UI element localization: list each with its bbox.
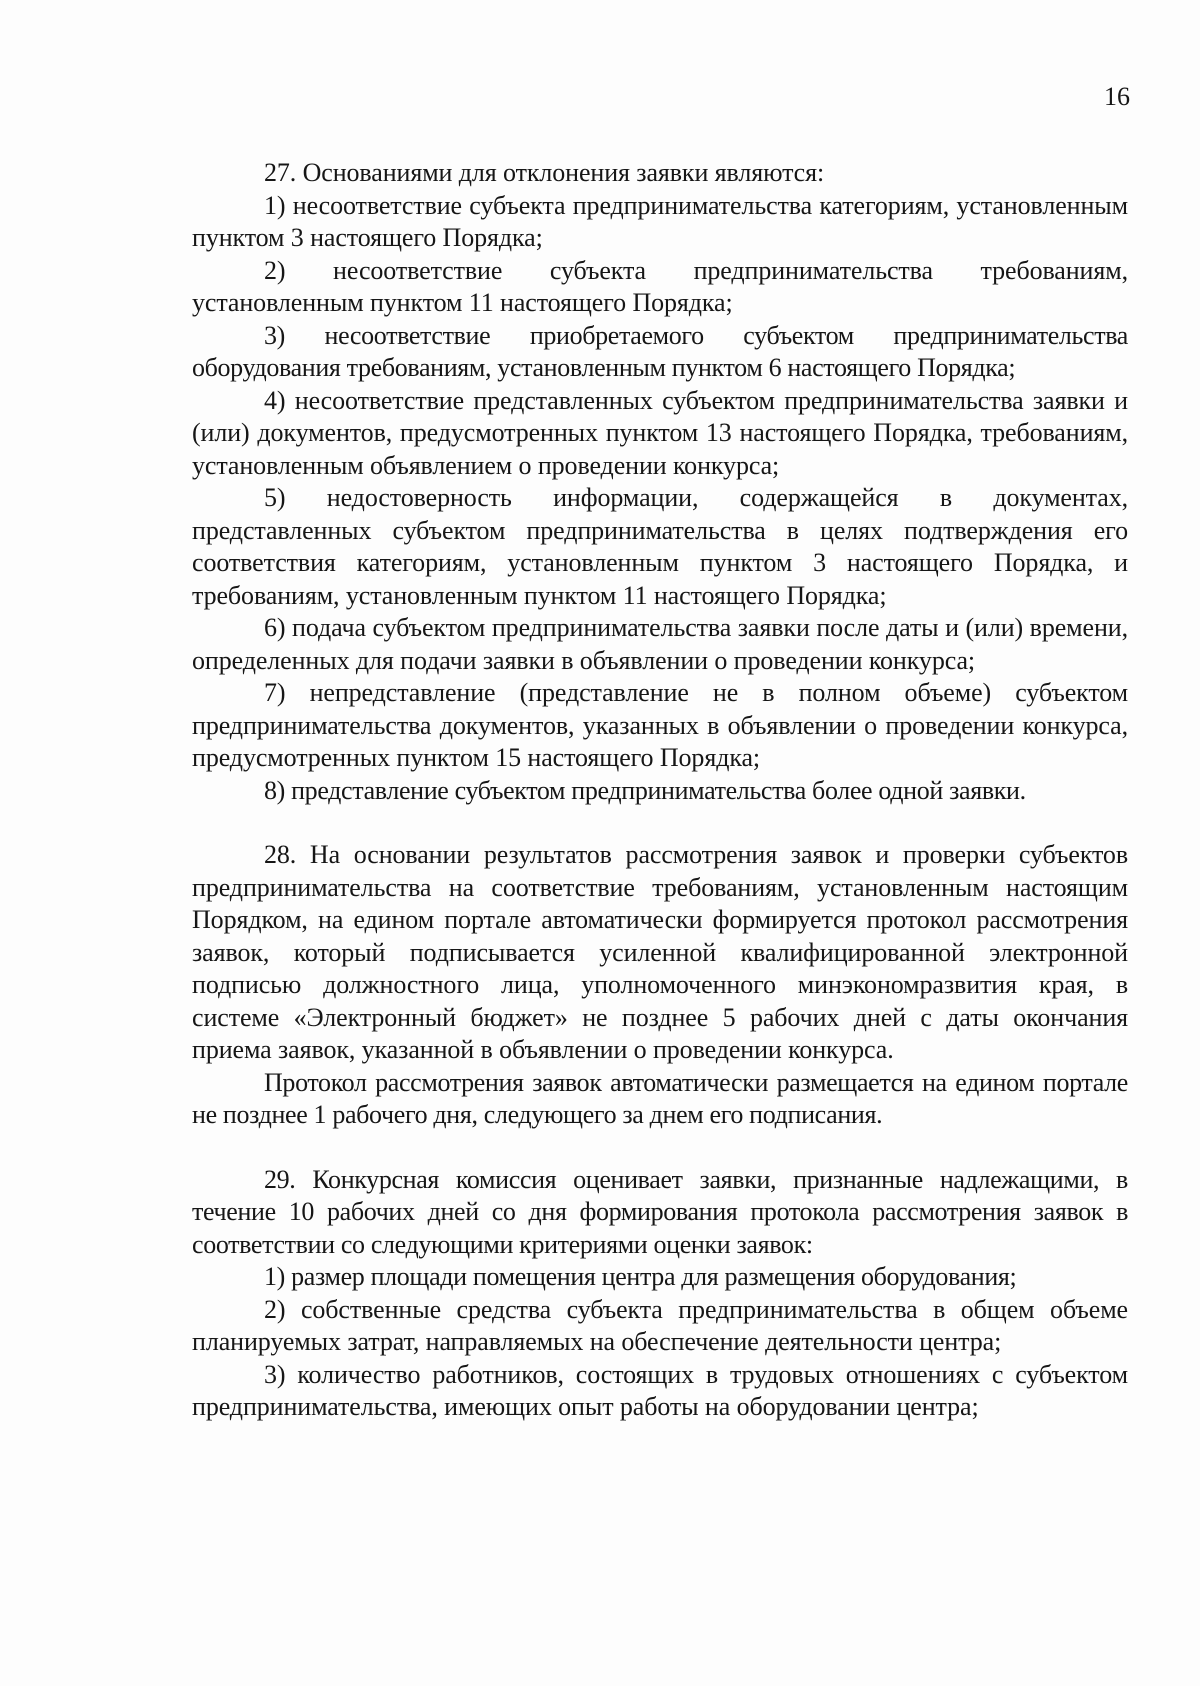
paragraph-27-item-8: 8) представление субъектом предпринимательства более одной заявки. [264, 775, 1026, 805]
section-29 [192, 1164, 1128, 1424]
paragraph-27-item-7: 7) непредставление (представление не в полном объеме) субъектом предпринимательства документов, указанных в объявлении о проведении конкурса, предусмотренных пунктом 15 настоящего Порядка; [192, 678, 1128, 772]
paragraph-29-item-2: 2) собственные средства субъекта предпринимательства в общем объеме планируемых затрат, направляемых на обеспечение деятельности центра; [192, 1294, 1128, 1356]
section-27 [192, 157, 1128, 807]
paragraph-29-heading: 29. Конкурсная комиссия оценивает заявки, признанные надлежащими, в течение 10 рабочих дней со дня формирования протокола рассмотрения заявок в соответствии со следующими критериями оценки заявок: [192, 1164, 1128, 1259]
paragraph-27-item-6: 6) подача субъектом предпринимательства заявки после даты и (или) времени, определенных для подачи заявки в объявлении о проведении конкурса; [192, 613, 1128, 675]
paragraph-27-item-4: 4) несоответствие представленных субъектом предпринимательства заявки и (или) документов, предусмотренных пунктом 13 настоящего Порядка, требованиям, установленным объявлением о проведении конкурса; [192, 385, 1128, 480]
paragraph-29-item-1: 1) размер площади помещения центра для размещения оборудования; [264, 1262, 1017, 1291]
section-28 [192, 839, 1128, 1132]
paragraph-28-main: 28. На основании результатов рассмотрения заявок и проверки субъектов предпринимательства на соответствие требованиям, установленным настоящим Порядком, на едином портале автоматически формируется протокол рассмотрения заявок, который подписывается усиленной квалифицированной электронной подписью должностного лица, уполномоченного минэкономразвития края, в системе «Электронный бюджет» не позднее 5 рабочих дней с даты окончания приема заявок, указанной в объявлении о проведении конкурса. [192, 840, 1128, 1064]
paragraph-28-protocol: Протокол рассмотрения заявок автоматически размещается на едином портале не позднее 1 рабочего дня, следующего за днем его подписания. [192, 1067, 1128, 1129]
page-number: 16 [1104, 82, 1130, 111]
paragraph-27-item-5: 5) недостоверность информации, содержащейся в документах, представленных субъектом предпринимательства в целях подтверждения его соответствия категориям, установленным пунктом 3 настоящего Порядка, и требованиям, установленным пунктом 11 настоящего Порядка; [192, 483, 1128, 610]
paragraph-27-heading: 27. Основаниями для отклонения заявки являются: [264, 158, 825, 187]
paragraph-29-item-3: 3) количество работников, состоящих в трудовых отношениях с субъектом предпринимательства, имеющих опыт работы на оборудовании центра; [192, 1359, 1128, 1421]
paragraph-27-item-2: 2) несоответствие субъекта предпринимательства требованиям, установленным пунктом 11 настоящего Порядка; [192, 255, 1128, 317]
paragraph-27-item-1: 1) несоответствие субъекта предпринимательства категориям, установленным пунктом 3 настоящего Порядка; [192, 190, 1128, 252]
document-body [192, 157, 1128, 1424]
paragraph-27-item-3: 3) несоответствие приобретаемого субъектом предпринимательства оборудования требованиям, установленным пунктом 6 настоящего Порядка; [192, 320, 1128, 382]
